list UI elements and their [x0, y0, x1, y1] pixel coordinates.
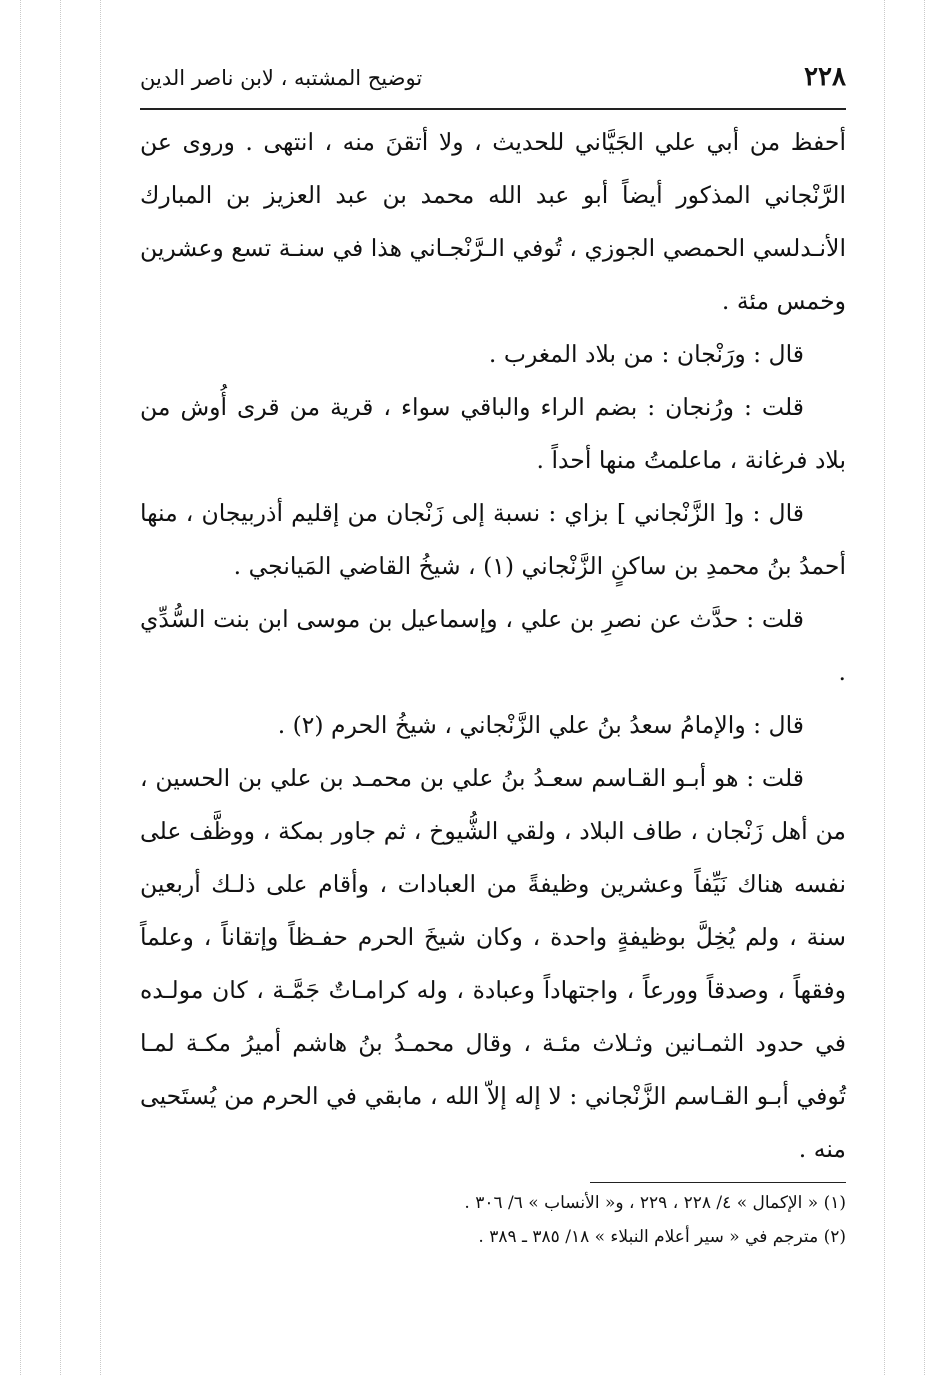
margin-guide [20, 0, 21, 1375]
footnote: (١) « الإكمال » ٤/ ٢٢٨ ، ٢٢٩ ، و« الأنساب » ٦/ ٣٠٦ . [464, 1193, 846, 1213]
page-number: ٢٢٨ [804, 62, 846, 92]
paragraph: قال : ورَنْجان : من بلاد المغرب . [488, 340, 804, 368]
paragraph: قال : والإمامُ سعدُ بنُ علي الزَّنْجاني ، شيخُ الحرم (٢) . [277, 711, 804, 739]
paragraph: قلت : حدَّث عن نصرِ بن علي ، وإسماعيل بن موسى ابن بنت السُّدِّي . [140, 605, 846, 686]
running-title: توضيح المشتبه ، لابن ناصر الدين [140, 66, 423, 90]
footnote-divider [590, 1182, 846, 1183]
header-divider [140, 108, 846, 110]
page-header [140, 60, 846, 100]
footnote: (٢) مترجم في « سير أعلام النبلاء » ١٨/ ٣٨٥ ـ ٣٨٩ . [478, 1227, 846, 1247]
margin-guide [924, 0, 925, 1375]
footnotes [140, 1186, 846, 1254]
paragraph: قلت : هو أبـو القـاسم سعـدُ بنُ علي بن محمـد بن علي بن الحسين ، من أهل زَنْجان ، طاف البلاد ، ولقي الشُّيوخ ، ثم جاور بمكة ، ووظَّف على نفسه هناك نَيِّفاً وعشرين وظيفةً من العبادات ، وأقام على ذلـك أربعين سنة ، ولم يُخِلَّ بوظيفةٍ واحدة ، وكان شيخَ الحرم حفـظاً وإتقاناً ، وعلماً وفقهاً ، وصدقاً وورعاً ، واجتهاداً وعبادة ، وله كرامـاتٌ جَمَّـة ، كان مولـده في حدود الثمـانين وثـلاث مئـة ، وقال محمـدُ بنُ هاشم أميرُ مكـة لمـا تُوفي أبـو القـاسم الزَّنْجاني : لا إله إلاّ الله ، مابقي في الحرم من يُستَحيى منه . [140, 764, 846, 1163]
paragraph: قال : و[ الزَّنْجاني ] بزاي : نسبة إلى زَنْجان من إقليم أذربيجان ، منها أحمدُ بنُ محمدِ بن ساكنٍ الزَّنْجاني (١) ، شيخُ القاضي المَيانجي . [140, 499, 846, 580]
margin-guide [884, 0, 885, 1375]
margin-guide [100, 0, 101, 1375]
main-text [140, 116, 846, 1176]
margin-guide [60, 0, 61, 1375]
paragraph: أحفظ من أبي علي الجَيَّاني للحديث ، ولا أتقنَ منه ، انتهى . وروى عن الرَّنْجاني المذكور أيضاً أبو عبد الله محمد بن عبد العزيز بن المبارك الأنـدلسي الحمصي الجوزي ، تُوفي الـرَّنْجـاني هذا في سنـة تسع وعشرين وخمس مئة . [140, 128, 846, 315]
paragraph: قلت : ورُنجان : بضم الراء والباقي سواء ، قرية من قرى أُوش من بلاد فرغانة ، ماعلمتُ منها أحداً . [140, 393, 846, 474]
